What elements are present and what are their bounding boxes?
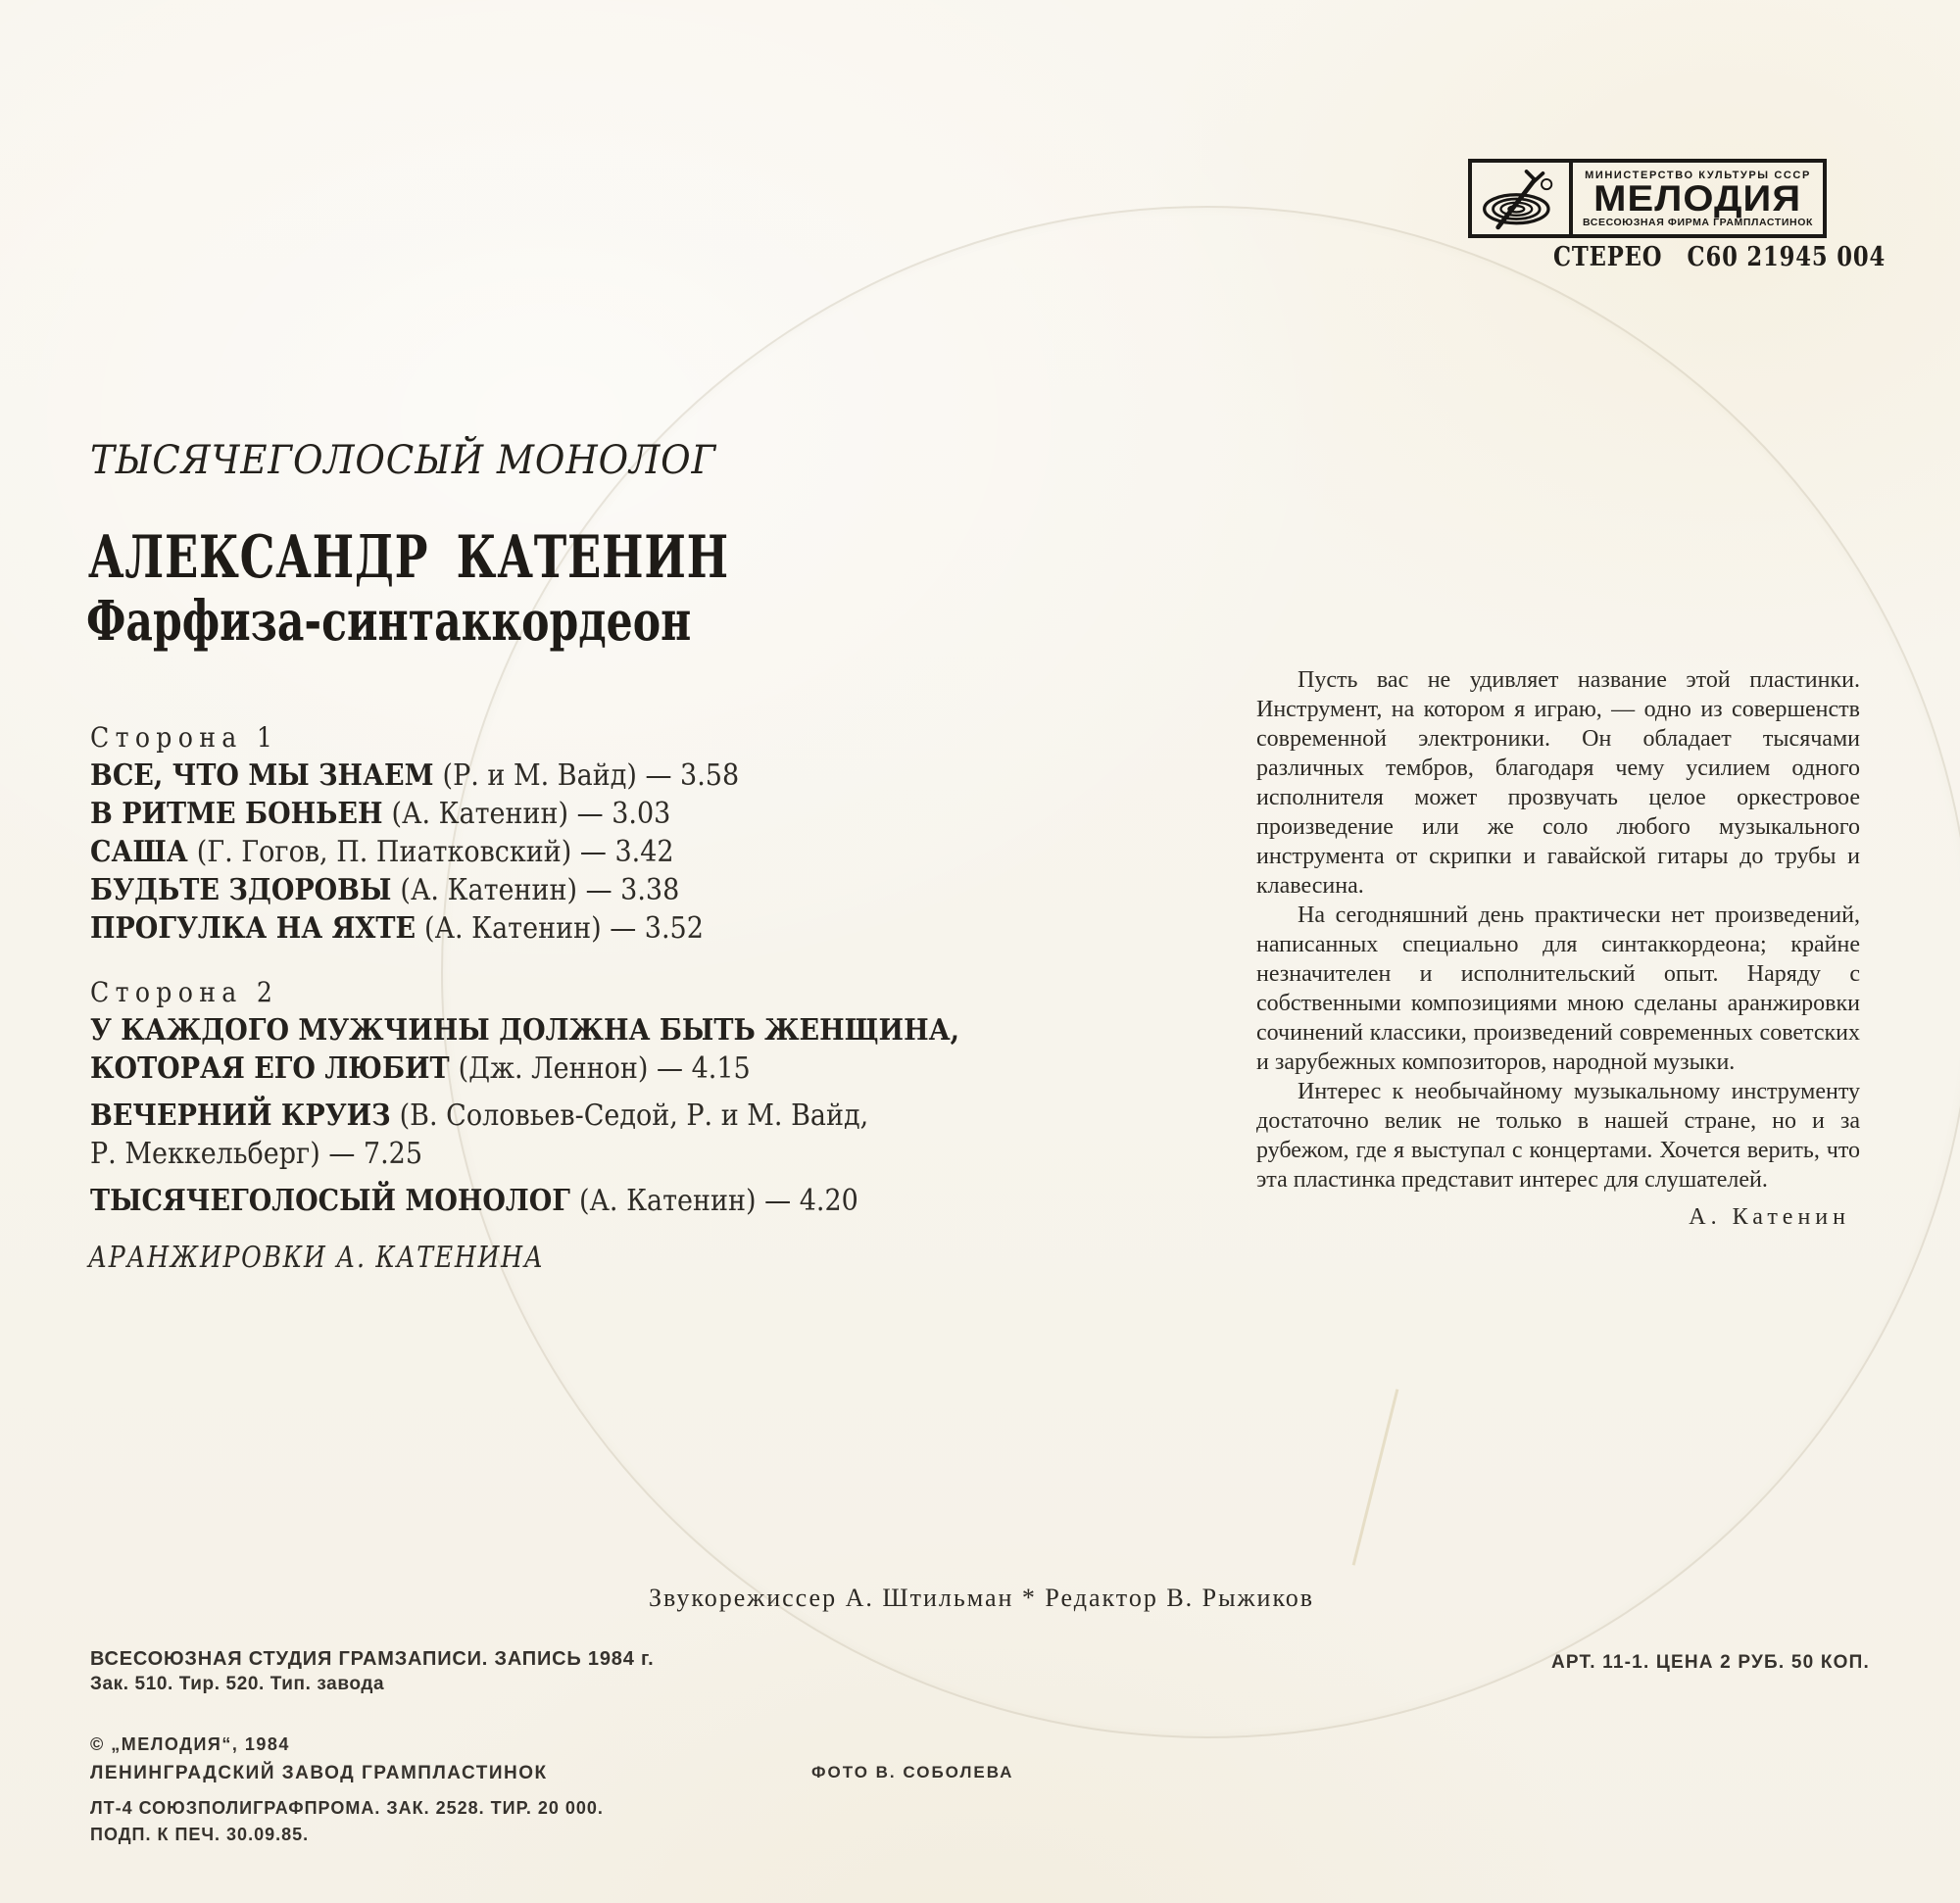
track-row <box>90 1097 968 1135</box>
track-credit: (А. Катенин) — 4.20 <box>578 1184 858 1218</box>
stereo-label: СТЕРЕО <box>1553 242 1663 272</box>
print-line-2: ПОДП. К ПЕЧ. 30.09.85. <box>90 1825 310 1844</box>
liner-notes-paragraph-1: Пусть вас не удивляет название этой пластинки. Инструмент, на котором я играю, — одно из совершенств современной электроники. Он обладает тысячами различных тембров, благодаря чему усилием одного исполнителя может прозвучать целое оркестровое произведение или же соло любого музыкального инструмента от скрипки и гавайской гитары до трубы и клавесина. <box>1256 667 1860 899</box>
print-line-1: ЛТ-4 СОЮЗПОЛИГРАФПРОМА. ЗАК. 2528. ТИР. 20 000. <box>90 1798 604 1818</box>
melodiya-logo-box <box>1468 159 1827 238</box>
plant-line: ЛЕНИНГРАДСКИЙ ЗАВОД ГРАМПЛАСТИНОК <box>90 1763 548 1783</box>
engineer-editor-line: Звукорежиссер А. Штильман * Редактор В. Рыжиков <box>649 1584 1315 1612</box>
track-credit: (Г. Гогов, П. Пиатковский) — 3.42 <box>196 835 674 869</box>
stereo-catalog-line <box>1553 242 1886 272</box>
track-title: ТЫСЯЧЕГОЛОСЫЙ МОНОЛОГ <box>90 1184 570 1218</box>
side2-heading: Сторона 2 <box>90 976 279 1008</box>
side2-tracklist <box>90 973 968 1220</box>
track-title: КОТОРАЯ ЕГО ЛЮБИТ <box>90 1051 450 1086</box>
photo-credit: ФОТО В. СОБОЛЕВА <box>811 1763 1014 1781</box>
album-title: ТЫСЯЧЕГОЛОСЫЙ МОНОЛОГ <box>90 438 717 483</box>
instrument-title: Фарфиза-синтаккордеон <box>86 589 692 654</box>
liner-notes-paragraph-2: На сегодняшний день практически нет произведений, написанных специально для синтаккордеона; крайне незначителен и исполнительский опыт. Наряду с собственными композициями мною сделаны аранжировки сочинений классики, произведений современных советских и зарубежных композиторов, народной музыки. <box>1256 903 1860 1075</box>
side1-tracklist <box>90 718 739 948</box>
track-title: У КАЖДОГО МУЖЧИНЫ ДОЛЖНА БЫТЬ ЖЕНЩИНА, <box>90 1013 959 1048</box>
side1-heading: Сторона 1 <box>90 721 279 754</box>
track-title: САША <box>90 835 188 869</box>
colophon-block <box>90 1734 604 1845</box>
track-row <box>90 1182 968 1220</box>
studio-line: ВСЕСОЮЗНАЯ СТУДИЯ ГРАМЗАПИСИ. ЗАПИСЬ 1984 г. <box>90 1648 655 1670</box>
studio-block <box>90 1648 654 1695</box>
liner-notes-paragraph-3: Интерес к необычайному музыкальному инструменту достаточно велик не только в нашей стране, но и за рубежом, где я выступал с концертами. Хочется верить, что эта пластинка представит интерес для слушателей. <box>1256 1079 1860 1193</box>
catalog-number: С60 21945 004 <box>1687 242 1886 272</box>
track-credit: (А. Катенин) — 3.03 <box>391 797 671 831</box>
track-row <box>90 909 739 948</box>
track-credit: Р. Меккельберг) — 7.25 <box>90 1137 423 1171</box>
track-row <box>90 795 739 833</box>
track-title: ПРОГУЛКА НА ЯХТЕ <box>90 911 416 946</box>
melodiya-emblem-cell <box>1472 163 1573 234</box>
artist-name: АЛЕКСАНДР КАТЕНИН <box>88 523 729 592</box>
melodiya-record-tuning-fork-icon <box>1480 167 1562 231</box>
track-title: В РИТМЕ БОНЬЕН <box>90 797 383 831</box>
track-row <box>90 756 739 795</box>
track-credit: (Р. и М. Вайд) — 3.58 <box>442 758 740 793</box>
ministry-line: МИНИСТЕРСТВО КУЛЬТУРЫ СССР <box>1585 169 1811 181</box>
author-signature: А. Катенин <box>1689 1204 1850 1230</box>
track-title: БУДЬТЕ ЗДОРОВЫ <box>90 873 392 907</box>
melodiya-logo-text <box>1573 163 1823 234</box>
order-line: Зак. 510. Тир. 520. Тип. завода <box>90 1674 385 1694</box>
copyright-line: © „МЕЛОДИЯ“, 1984 <box>90 1734 290 1754</box>
track-credit: (А. Катенин) — 3.38 <box>400 873 680 907</box>
brand-name: МЕЛОДИЯ <box>1593 177 1802 219</box>
track-credit: (В. Соловьев-Седой, Р. и М. Вайд, <box>399 1098 869 1133</box>
track-credit: (Дж. Леннон) — 4.15 <box>458 1051 751 1086</box>
track-row <box>90 1049 968 1088</box>
art-price-line: АРТ. 11-1. ЦЕНА 2 РУБ. 50 КОП. <box>1551 1652 1870 1673</box>
track-row <box>90 1135 968 1173</box>
track-row <box>90 871 739 909</box>
track-title: ВЕЧЕРНИЙ КРУИЗ <box>90 1098 391 1133</box>
track-row <box>90 1011 968 1049</box>
track-title: ВСЕ, ЧТО МЫ ЗНАЕМ <box>90 758 434 793</box>
liner-notes <box>1256 665 1860 1232</box>
arrangements-line: АРАНЖИРОВКИ А. КАТЕНИНА <box>88 1241 545 1275</box>
track-row <box>90 833 739 871</box>
firm-line: ВСЕСОЮЗНАЯ ФИРМА ГРАМПЛАСТИНОК <box>1583 216 1813 228</box>
track-credit: (А. Катенин) — 3.52 <box>424 911 704 946</box>
